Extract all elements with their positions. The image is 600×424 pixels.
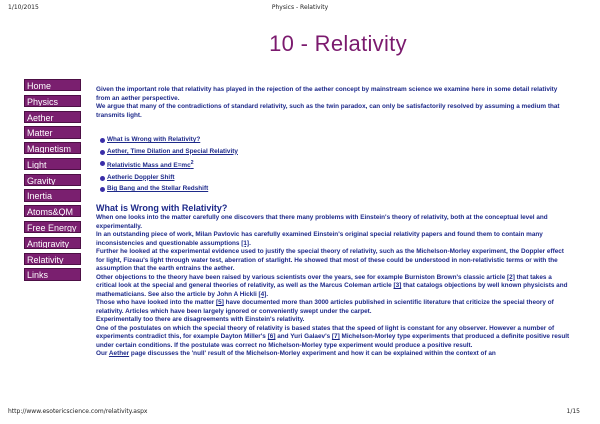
section-heading: What is Wrong with Relativity? (96, 202, 228, 213)
reference-link-2[interactable]: [2] (507, 273, 515, 281)
reference-link-1[interactable]: [1] (241, 239, 250, 247)
bullet-icon (100, 150, 105, 155)
reference-link-6[interactable]: [6] (267, 333, 276, 341)
table-of-contents (100, 136, 570, 194)
intro-paragraph-1: Given the important role that relativity has played in the rejection of the aether concept by mainstream science we examine here in some detail relativity from an aether perspective. (96, 86, 558, 102)
text: One of the postulates on which the special theory of relativity is based states that the speed of light is constant for any observer. However a number of experiments contradict this, for example Dayton Miller's (96, 324, 555, 341)
reference-link-4[interactable]: [4] (258, 290, 267, 298)
paragraph (96, 231, 570, 248)
print-page-number: 1/15 (566, 408, 580, 415)
nav-antigravity[interactable]: Antigravity (24, 237, 81, 249)
aether-link[interactable]: Aether (108, 350, 130, 358)
nav-light[interactable]: Light (24, 158, 81, 170)
nav-relativity[interactable]: Relativity (24, 253, 81, 265)
text: that takes a critical look at the special and general theories of relativity, as well as the Marcus Coleman article (96, 273, 552, 290)
bullet-icon (100, 176, 105, 181)
bullet-icon (100, 138, 105, 143)
paragraph (96, 325, 570, 351)
text: have documented more than 3000 articles published in scientific literature that criticize the special theory of relativity. Articles which have been largely ignored or conveniently swept under the carpet. (96, 299, 554, 315)
nav-physics[interactable]: Physics (24, 95, 81, 107)
text: . (266, 290, 269, 298)
toc-link-doppler[interactable]: Aetheric Doppler Shift (107, 173, 175, 181)
nav-free-energy[interactable]: Free Energy (24, 221, 81, 233)
page-title: 10 - Relativity (269, 31, 407, 56)
paragraph: Experimentally too there are disagreements with Einstein's relativity. (96, 316, 305, 324)
text: Those who have looked into the matter (96, 299, 217, 307)
paragraph (96, 350, 570, 359)
print-url: http://www.esotericscience.com/relativity.aspx (8, 408, 148, 415)
toc-item (100, 148, 570, 157)
nav-aether[interactable]: Aether (24, 111, 81, 123)
toc-link-time-dilation[interactable]: Aether, Time Dilation and Special Relativity (107, 147, 238, 155)
main-content (96, 86, 570, 359)
paragraph: When one looks into the matter carefully one discovers that there many problems with Einstein's theory of relativity, both at the conceptual level and experimentally. (96, 214, 548, 230)
text: page discusses the 'null' result of the Michelson-Morley experiment and how it can be explained within the context of an (129, 350, 496, 358)
toc-link-mass-energy[interactable] (107, 162, 194, 169)
toc-link-mass-energy-text: Relativistic Mass and E=mc (107, 162, 191, 170)
toc-item (100, 136, 570, 145)
text: Other objections to the theory have been raised by various scientists over the years, see for example Burniston Brown's classic article (96, 273, 508, 281)
text: In an outstanding piece of work, Milan Pavlovic has carefully examined Einstein's original special relativity papers and found them to contain many inconsistencies and questionable assumptions (96, 231, 543, 247)
nav-home[interactable]: Home (24, 79, 81, 91)
toc-link-big-bang[interactable]: Big Bang and the Stellar Redshift (107, 185, 209, 193)
reference-link-3[interactable]: [3] (393, 282, 402, 290)
nav-atoms-qm[interactable]: Atoms&QM (24, 205, 81, 217)
bullet-icon (100, 187, 105, 192)
intro-paragraph-2: We argue that many of the contradictions of standard relativity, such as the twin paradox, can only be satisfactorily resolved by assuming a medium that transmits light. (96, 103, 560, 119)
sidebar-nav (24, 79, 81, 284)
print-title: Physics - Relativity (271, 4, 329, 11)
paragraph: Further he looked at the experimental evidence used to justify the special theory of relativity, such as the Michelson-Morley experiment, the Doppler effect for light, Fizeau's light through water test, aberration of starlight. He showed that most of these could be understood in non-relativistic terms or with the assumption that the earth entrains the aether. (96, 248, 564, 273)
paragraph (96, 274, 570, 300)
nav-gravity[interactable]: Gravity (24, 174, 81, 186)
reference-link-5[interactable]: [5] (216, 299, 224, 307)
text: and Yuri Galaev's (275, 333, 332, 341)
toc-item (100, 174, 570, 183)
superscript-2: 2 (190, 160, 194, 166)
text: Michelson-Morley type experiments that produced a definite positive result under certain conditions. If the postulate was correct no Michelson-Morley type experiment would produce a positive result. (96, 333, 570, 349)
toc-item (100, 185, 570, 194)
bullet-icon (100, 161, 105, 166)
nav-links[interactable]: Links (24, 268, 81, 280)
reference-link-7[interactable]: [7] (331, 333, 340, 341)
print-date: 1/10/2015 (8, 4, 39, 11)
text: . (249, 239, 251, 247)
toc-link-wrong[interactable]: What is Wrong with Relativity? (107, 136, 201, 143)
nav-magnetism[interactable]: Magnetism (24, 142, 81, 154)
paragraph (96, 299, 570, 316)
nav-matter[interactable]: Matter (24, 126, 81, 138)
toc-item (100, 159, 570, 171)
text: Our (96, 350, 109, 358)
text: that catalogs objections by well known physicists and mathematicians. See also the article by John A Hickli (96, 282, 568, 298)
nav-inertia[interactable]: Inertia (24, 189, 81, 201)
